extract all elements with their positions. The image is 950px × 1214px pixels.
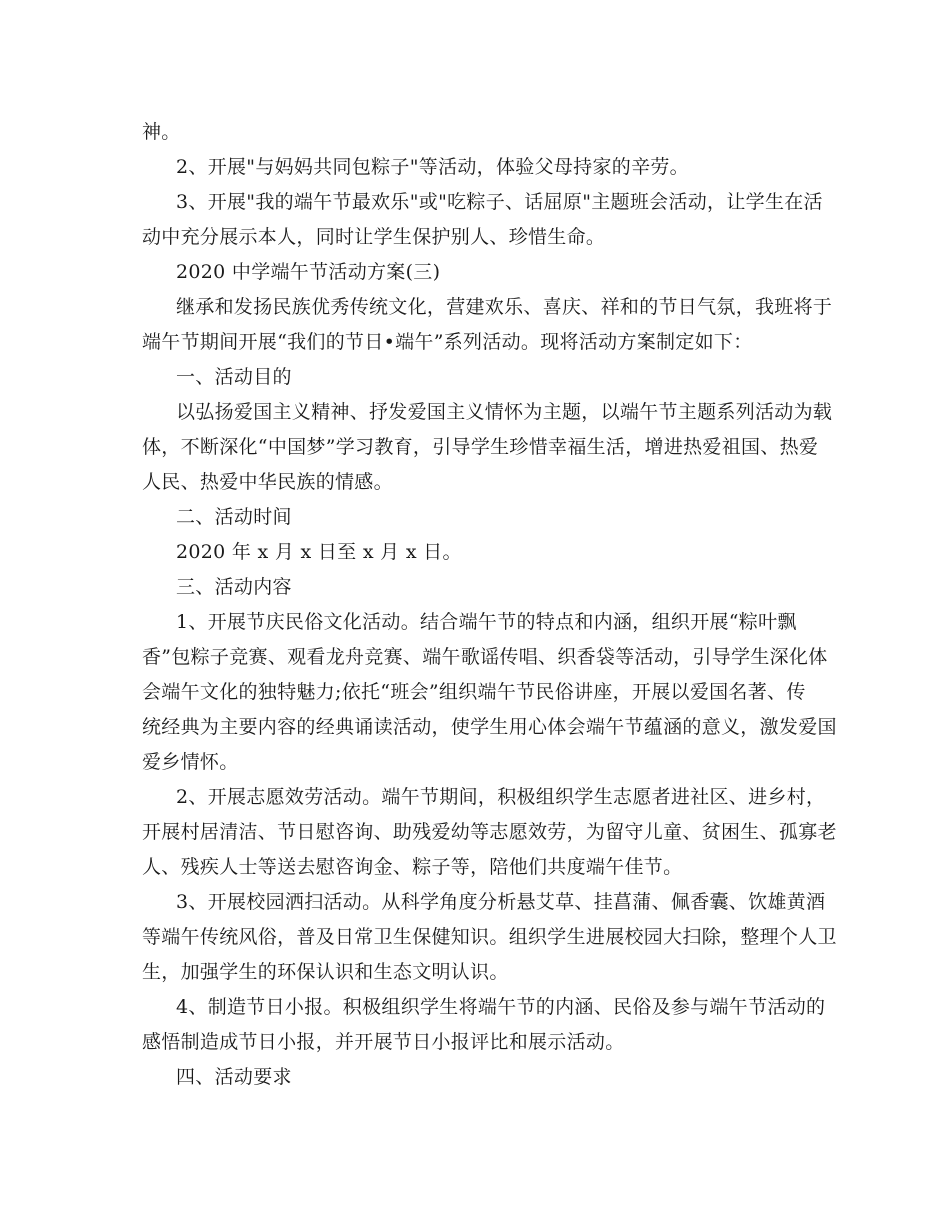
text-line: 以弘扬爱国主义精神、抒发爱国主义情怀为主题，以端午节主题系列活动为载: [176, 401, 833, 423]
text-line: 继承和发扬民族优秀传统文化，营建欢乐、喜庆、祥和的节日气氛，我班将于: [176, 296, 833, 318]
text-line: 统经典为主要内容的经典诵读活动，使学生用心体会端午节蕴涵的意义，激发爱国: [142, 716, 837, 738]
text-line: 2、开展志愿效劳活动。端午节期间，积极组织学生志愿者进社区、进乡村，: [176, 786, 826, 808]
text-line: 2、开展"与妈妈共同包粽子"等活动，体验父母持家的辛劳。: [176, 156, 689, 178]
text-line: 3、开展"我的端午节最欢乐"或"吃粽子、话屈原"主题班会活动，让学生在活: [176, 191, 823, 213]
text-line: 4、制造节日小报。积极组织学生将端午节的内涵、民俗及参与端午节活动的: [176, 996, 826, 1018]
heading-time: 二、活动时间: [176, 506, 292, 528]
text-line: 动中充分展示本人，同时让学生保护别人、珍惜生命。: [142, 226, 606, 248]
text-line: 2020 年 x 月 x 日至 x 月 x 日。: [176, 541, 462, 563]
heading-requirements: 四、活动要求: [176, 1066, 292, 1088]
section-title: 2020 中学端午节活动方案(三): [176, 261, 441, 283]
text-line: 开展村居清洁、节日慰咨询、助残爱幼等志愿效劳，为留守儿童、贫困生、孤寡老: [142, 821, 837, 843]
heading-content: 三、活动内容: [176, 576, 292, 598]
text-line: 体，不断深化“中国梦”学习教育，引导学生珍惜幸福生活，增进热爱祖国、热爱: [142, 436, 819, 458]
text-line: 香”包粽子竞赛、观看龙舟竞赛、端午歌谣传唱、织香袋等活动，引导学生深化体: [142, 646, 828, 668]
text-line: 1、开展节庆民俗文化活动。结合端午节的特点和内涵，组织开展“粽叶飘: [176, 611, 797, 633]
text-line: 爱乡情怀。: [142, 751, 239, 773]
text-line: 神。: [142, 121, 181, 143]
heading-purpose: 一、活动目的: [176, 366, 292, 388]
text-line: 等端午传统风俗，普及日常卫生保健知识。组织学生进展校园大扫除，整理个人卫: [142, 926, 837, 948]
text-line: 人民、热爱中华民族的情感。: [142, 471, 393, 493]
text-line: 人、残疾人士等送去慰咨询金、粽子等，陪他们共度端午佳节。: [142, 856, 683, 878]
text-line: 3、开展校园洒扫活动。从科学角度分析悬艾草、挂菖蒲、佩香囊、饮雄黄酒: [176, 891, 826, 913]
text-line: 端午节期间开展“我们的节日•端午”系列活动。现将活动方案制定如下：: [142, 331, 753, 353]
text-line: 会端午文化的独特魅力;依托“班会”组织端午节民俗讲座，开展以爱国名著、传: [142, 681, 806, 703]
text-line: 生，加强学生的环保认识和生态文明认识。: [142, 961, 509, 983]
text-line: 感悟制造成节日小报，并开展节日小报评比和展示活动。: [142, 1031, 625, 1053]
